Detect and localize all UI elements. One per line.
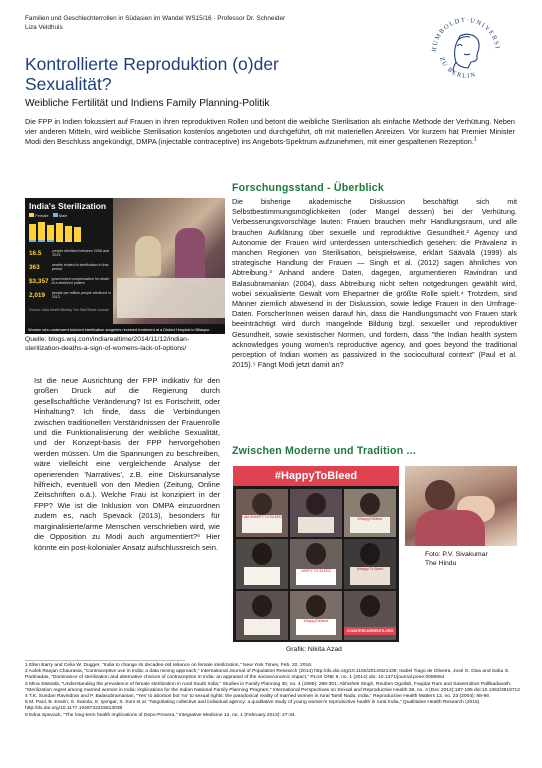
legend-swatch-female — [29, 213, 34, 217]
placard: #Happy To Bleed — [350, 567, 390, 585]
svg-text:HUMBOLDT·UNIVERSITÄT: HUMBOLDT·UNIVERSI — [430, 16, 501, 53]
sterilization-infographic — [25, 198, 225, 334]
stat-value: 16.5 — [29, 249, 42, 257]
collage-photo — [236, 539, 288, 589]
placard: #HappyToBleed — [350, 517, 390, 533]
patient-figure — [175, 228, 205, 283]
person-head — [306, 543, 326, 565]
legend-male: Male — [58, 213, 68, 218]
bar — [38, 240, 45, 242]
bar — [47, 240, 54, 242]
svg-text:ZU BERLIN: ZU BERLIN — [437, 56, 478, 80]
intro-paragraph — [25, 117, 515, 148]
intro-text: Die FPP in Indien fokussiert auf Frauen in ihren reproduktiven Rollen und betont die weibliche Sterilisation als einfache Methode der Verhütung. Neben vier anderen Mitteln, wird weibliche Sterilisation kostenlos angeboten und durchgeführt, oft mit materiellen Anreizen. Vor kurzem hat Premier Minister Modi den Beschluss angekündigt, DMPA (injectable contraceptive) ins Angebots-Spektrum aufzunehmen, mit einer gespaltenen Rezeption. — [25, 117, 515, 147]
university-seal — [424, 10, 508, 94]
footnotes — [25, 663, 520, 719]
stat-value: 2,019 — [29, 291, 45, 299]
question-paragraph: Ist die neue Ausrichtung der FPP indikativ für den großen Druck auf die Regierung durch gesellschaftliche Veränderung? Ist es Fortschritt, oder Hinhaltung? Ich finde, dass die Verbindungen zwischen traditionellen Verständnissen der Frauenrolle und die Funktionalisierung der weibliche Sexualität, und der Konzept-basis der FPP hervorgehoben werden müssen. Um die Spannungen zu beschreiben, wäre vielleicht eine vergleichende Analyse der operierenden 'Narratives', z.B. eine Diskursanalyse hilfreich, eventuell von den Medien (Zeitung, Online Zeitschriften o.ä.). Welche Frau ist konzipiert in der FPP? Wie ist die Inklusion von DMPA einzuordnen zudem es, nach Spevack (2013), besonders für marginalisierte/arme Menschen verschrieben wird, wie die Opposition zu Modi auch argumentiert?⁶ Hier könnte ein post-kolonialer Ansatz aufschlussreich sein. — [34, 376, 220, 552]
collage-photo — [290, 591, 342, 640]
person-head — [252, 543, 272, 565]
stat-item — [29, 246, 113, 260]
infographic-caption: Quelle: blogs.wsj.com/indiarealtime/2014/11/12/indian-sterilization-deaths-a-sign-of-womens-lack-of-options/ — [25, 336, 190, 352]
placard — [298, 517, 334, 533]
hospital-bed — [117, 278, 225, 318]
person-head — [360, 493, 380, 515]
collage-photo — [290, 489, 342, 537]
intro-footnote-ref: 1 — [473, 136, 477, 143]
sari — [415, 510, 485, 546]
infographic-title: India's Sterilization — [29, 201, 107, 211]
happytobleed-collage — [233, 466, 399, 642]
forschung-paragraph: Die bisherige akademische Diskussion beschäftigt sich mit Selbstbestimmungsmöglichkeiten (oder Mangel dessen) bei der Verhütung. Verbesserungsvorschläge lauten: Frauen brauchen mehr Handlungsraum, und alle brauchen Aufklärung über sexuelle und reproduktive Gesundheit.² Agency und Autonomie der Frauen wird unterdessen unterschiedlich gesehen: die Prävalenz in manchen Regionen von Sterilisation, beispielsweise, erklärt Säävälä (1999) als strategische Handlung der Frauen — Singh et al. (2012) sagen ähnliches von Abtreibung.³ Anhand andere Daten, dagegen, argumentieren Ravindran und Balasubramanian (2004), dass Abtreibung nicht selten notgedrungen gewählt wird, wobei sexualisierte Gewalt vom Ehepartner die größte Rolle spielt.⁴ Trotzdem, sind Männer ziemlich abwesend in der Diskussion, sowie ledige Frauen in den Umfrage-Daten. ForscherInnen weisen darauf hin, dass die Handlungsmacht von Frauen stark beeinträchtigt wird durch mangelnde Bildung bzgl. sexueller und reproduktiver Gesundheit, sowie sexistischer Normen, und fordern, dass "the Indian health system acknowledges young women's reproductive agency, and goes beyond the traditional perception of Indian women as passivized in the sociocultural context" (Paul et al. 2015).⁵ Fängt Modi jetzt damit an? — [232, 197, 517, 370]
bar — [29, 240, 36, 242]
collage-photo — [344, 591, 396, 640]
infographic-source: Source: India Health Ministry The Wall Street Journal — [29, 308, 109, 312]
legend — [29, 213, 67, 218]
course-line: Familien und Geschlechterrollen in Südasien im Wandel WS15/16 · Professor Dr. Schneider — [25, 15, 286, 22]
bar — [74, 227, 81, 242]
bar — [38, 222, 45, 242]
stat-item — [29, 260, 113, 274]
person-head — [360, 543, 380, 565]
person-head — [306, 595, 326, 617]
stat-desc: people per million people sterilized in 2013 — [51, 291, 111, 299]
photo-credit-2: The Hindu — [425, 560, 457, 567]
footnote-divider — [25, 660, 185, 661]
placard: I AM #HAPPY TO BLEED — [242, 515, 282, 533]
section-heading-forschung: Forschungsstand - Überblick — [232, 182, 384, 194]
photo-credit-1: Foto: P.V. Sivakumar — [425, 551, 488, 558]
author-name: Liza Veldhuis — [25, 24, 63, 31]
bar — [56, 223, 63, 242]
person-head — [252, 493, 272, 515]
footnote-4: 4 T.K. Sundari Ravindran and P. Balasubramanian, "Yes' to abortion but 'no' to sexual rights: the paradoxical reality of married women in rural Tamil Nadu, India," Reproductive Health Matters 12, no. 23 (2004): 88-99. — [25, 694, 491, 700]
stat-value: $3,357 — [29, 277, 49, 285]
bar — [65, 226, 72, 242]
person-head — [425, 480, 455, 510]
placard — [244, 567, 280, 585]
collage-banner: #HappyToBleed — [233, 466, 399, 486]
infographic-footer: Women who underwent botched sterilization surgeries received treatment at a District Hospital in Bilaspur. — [25, 325, 225, 334]
stat-desc: government compensation for death of a sterilized patient — [51, 277, 110, 285]
collage-credit: Grafik: Nikita Azad — [286, 646, 342, 653]
mini-bar-chart — [29, 220, 109, 242]
person-head — [360, 595, 380, 617]
legend-female: Female — [35, 213, 49, 218]
footnote-5: 5 M. Paul, B. Essén, S. Sariola, S. Iyengar, S. Soni et al. "Negotiating collective and individual agency: a qualitative study of young women's reproductive health in rural India," Qualitative Health Research (2015) http://dx.doi.org/10.1177.1049732315613038 — [25, 700, 480, 712]
stat-item — [29, 274, 113, 288]
collage-photo — [290, 539, 342, 589]
placard: HAPPY TO BLEED — [296, 569, 336, 585]
stat-item — [29, 288, 113, 302]
placard: #HappyToBleed — [296, 619, 336, 635]
footnote-3: 3 Mina Säävälä, "Understanding the prevalence of female sterilization in rural South India," Studies in Family Planning 30, no. 4 (1999): 288-301; Abhishek Singh, Reuben Ogollah, Faujdar Ram and Saseendran Pallikadavath, "Sterilization regret among married women in India: implications for the Indian National Family Planning Program," International Perspectives on Sexual and Reproductive Health 38, no. 4 (Dec 2012):187-195 doi:10.1363/3818712 — [25, 681, 520, 693]
person-head — [252, 595, 272, 617]
page-title-line1: Kontrollierte Reproduktion (o)der — [25, 54, 279, 74]
collage-photo — [344, 539, 396, 589]
placard — [244, 619, 280, 635]
section-heading-moderne: Zwischen Moderne und Tradition ... — [232, 445, 416, 457]
collage-photo — [344, 489, 396, 537]
mother-child-photo — [405, 466, 517, 546]
page-title-line2: Sexualität? — [25, 74, 112, 94]
stat-value: 363 — [29, 263, 40, 271]
person-head — [306, 493, 326, 515]
collage-photo — [236, 591, 288, 640]
stat-desc: deaths related to sterilization in that period — [51, 263, 109, 271]
stat-list — [29, 246, 113, 302]
stat-desc: people sterilized between 2008 and 2013 — [52, 249, 109, 257]
watermark: COUNTERCURRENTS.ORG — [344, 627, 396, 635]
footnote-1: 1 Ellen Barry and Celia W. Dugger, "India to change its decades-old reliance on female sterilization," New York Times, Feb. 20, 2016. — [25, 663, 313, 668]
collage-photo — [236, 489, 288, 537]
page-subtitle: Weibliche Fertilität und Indiens Family Planning-Politik — [25, 98, 270, 109]
footnote-2: 2 Aalok Ranjan Chaurasia, "Contraceptive use in India: a data mining approach," International Journal of Population Research (2014) http://dx.doi.org/10.1155/2014/821436; Isabel Tiago de Oliveira, José G. Dias and Sabu S. Padmadas, "Dominance of sterilization and alternative choices of contraception in India: an appraisal of the socioeconomic impact," PLoS ONE 9, no. 1 (2014) doi: 10.1371/journal.pone.0086654 — [25, 669, 510, 681]
footnote-6: 6 Edna Spevack, "The long-term health implications of Depo-Provera," Integrative Medicine 12, no. 1 (February 2013): 27-34. — [25, 712, 296, 718]
patient-figure — [135, 236, 161, 276]
legend-swatch-male — [53, 213, 58, 217]
